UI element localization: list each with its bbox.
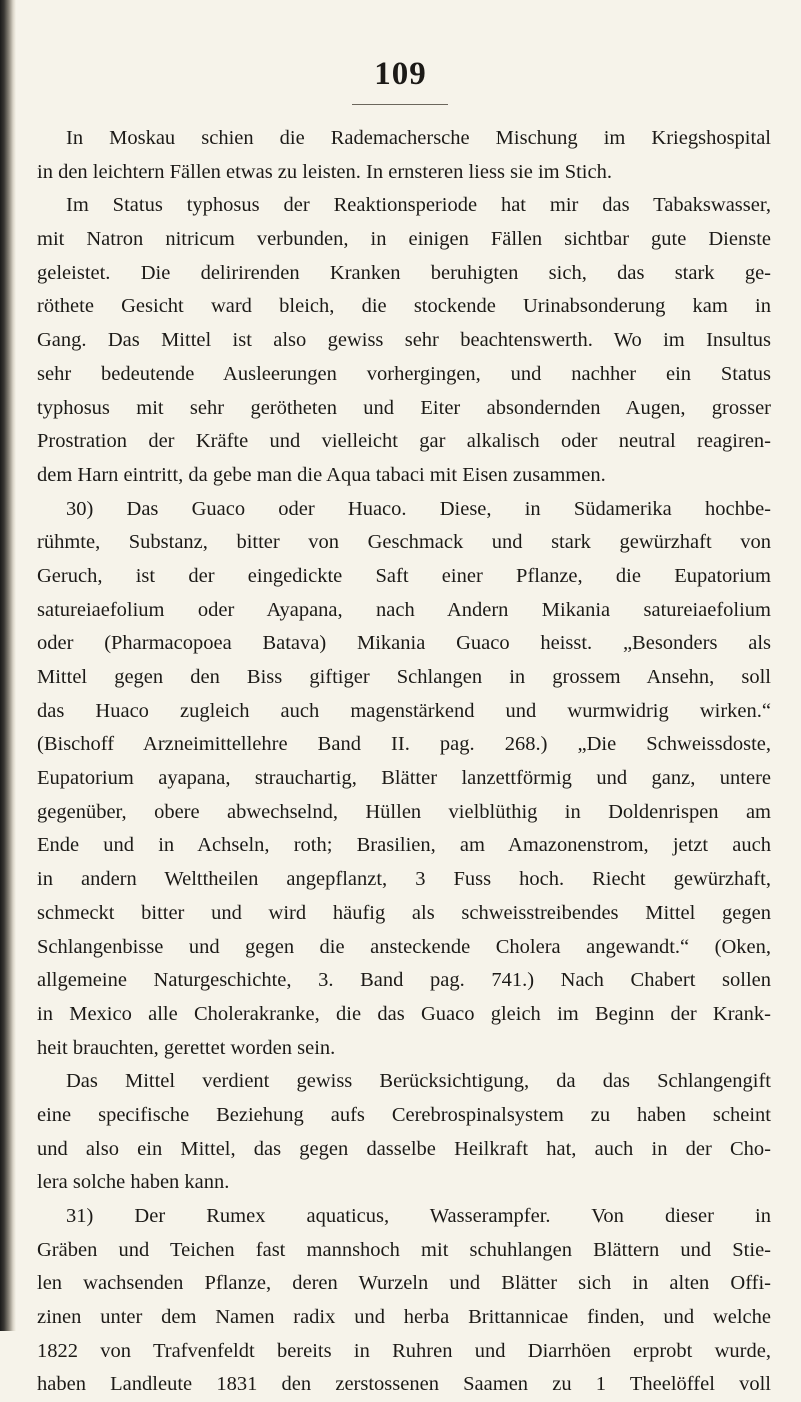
- text-line: typhosus mit sehr gerötheten und Eiter absondernden Augen, grosser: [37, 396, 771, 419]
- text-line: 1822 von Trafvenfeldt bereits in Ruhren und Diarrhöen erprobt wurde,: [37, 1339, 771, 1362]
- text-line: haben Landleute 1831 den zerstossenen Saamen zu 1 Theelöffel voll: [37, 1373, 771, 1396]
- text-line: geleistet. Die delirirenden Kranken beruhigten sich, das stark ge-: [37, 261, 771, 284]
- text-line: rühmte, Substanz, bitter von Geschmack und stark gewürzhaft von: [37, 531, 771, 554]
- text-line: (Bischoff Arzneimittellehre Band II. pag. 268.) „Die Schweissdoste,: [37, 733, 771, 756]
- page-number: 109: [374, 56, 427, 92]
- text-line: schmeckt bitter und wird häufig als schweisstreibendes Mittel gegen: [37, 901, 771, 924]
- text-line: Ende und in Achseln, roth; Brasilien, am Amazonenstrom, jetzt auch: [37, 834, 771, 857]
- text-line: Schlangenbisse und gegen die ansteckende Cholera angewandt.“ (Oken,: [37, 935, 771, 958]
- text-line: 31) Der Rumex aquaticus, Wasserampfer. Von dieser in: [66, 1205, 771, 1227]
- text-line: Im Status typhosus der Reaktionsperiode hat mir das Tabakswasser,: [66, 194, 771, 217]
- text-line: eine specifische Beziehung aufs Cerebrospinalsystem zu haben scheint: [37, 1103, 771, 1126]
- header-rule: [352, 104, 448, 105]
- text-line: oder (Pharmacopoea Batava) Mikania Guaco heisst. „Besonders als: [37, 632, 771, 655]
- text-body: [37, 122, 771, 1402]
- text-line: in Mexico alle Cholerakranke, die das Guaco gleich im Beginn der Krank-: [37, 1002, 771, 1025]
- text-line: allgemeine Naturgeschichte, 3. Band pag. 741.) Nach Chabert sollen: [37, 969, 771, 992]
- text-line: Das Mittel verdient gewiss Berücksichtigung, da das Schlangengift: [66, 1070, 771, 1093]
- text-line: gegenüber, obere abwechselnd, Hüllen vielblüthig in Doldenrispen am: [37, 800, 771, 823]
- text-line: Gang. Das Mittel ist also gewiss sehr beachtenswerth. Wo im Insultus: [37, 329, 771, 352]
- text-line: satureiaefolium oder Ayapana, nach Andern Mikania satureiaefolium: [37, 598, 771, 621]
- text-line: mit Natron nitricum verbunden, in einigen Fällen sichtbar gute Dienste: [37, 228, 771, 251]
- text-line: Geruch, ist der eingedickte Saft einer Pflanze, die Eupatorium: [37, 564, 771, 587]
- text-line: in den leichtern Fällen etwas zu leisten. In ernsteren liess sie im Stich.: [37, 160, 612, 183]
- text-line: und also ein Mittel, das gegen dasselbe Heilkraft hat, auch in der Cho-: [37, 1137, 771, 1160]
- text-line: Prostration der Kräfte und vielleicht gar alkalisch oder neutral reagiren-: [37, 430, 771, 453]
- text-line: 30) Das Guaco oder Huaco. Diese, in Südamerika hochbe-: [66, 497, 771, 520]
- text-line: zinen unter dem Namen radix und herba Brittannicae finden, und welche: [37, 1306, 771, 1329]
- text-line: Eupatorium ayapana, strauchartig, Blätter lanzettförmig und ganz, untere: [37, 767, 771, 790]
- text-line: Gräben und Teichen fast mannshoch mit schuhlangen Blättern und Stie-: [37, 1238, 771, 1261]
- text-line: sehr bedeutende Ausleerungen vorhergingen, und nachher ein Status: [37, 362, 771, 385]
- text-line: röthete Gesicht ward bleich, die stockende Urinabsonderung kam in: [37, 295, 771, 318]
- page-binding-edge: [0, 0, 16, 1331]
- text-line: len wachsenden Pflanze, deren Wurzeln und Blätter sich in alten Offi-: [37, 1272, 771, 1295]
- text-line: Mittel gegen den Biss giftiger Schlangen in grossem Ansehn, soll: [37, 666, 771, 688]
- text-line: lera solche haben kann.: [37, 1171, 230, 1194]
- text-line: heit brauchten, gerettet worden sein.: [37, 1036, 336, 1059]
- text-line: dem Harn eintritt, da gebe man die Aqua tabaci mit Eisen zusammen.: [37, 463, 606, 486]
- text-line: in andern Welttheilen angepflanzt, 3 Fuss hoch. Riecht gewürzhaft,: [37, 868, 771, 891]
- text-line: das Huaco zugleich auch magenstärkend und wurmwidrig wirken.“: [37, 699, 771, 722]
- text-line: In Moskau schien die Rademachersche Mischung im Kriegshospital: [66, 127, 771, 149]
